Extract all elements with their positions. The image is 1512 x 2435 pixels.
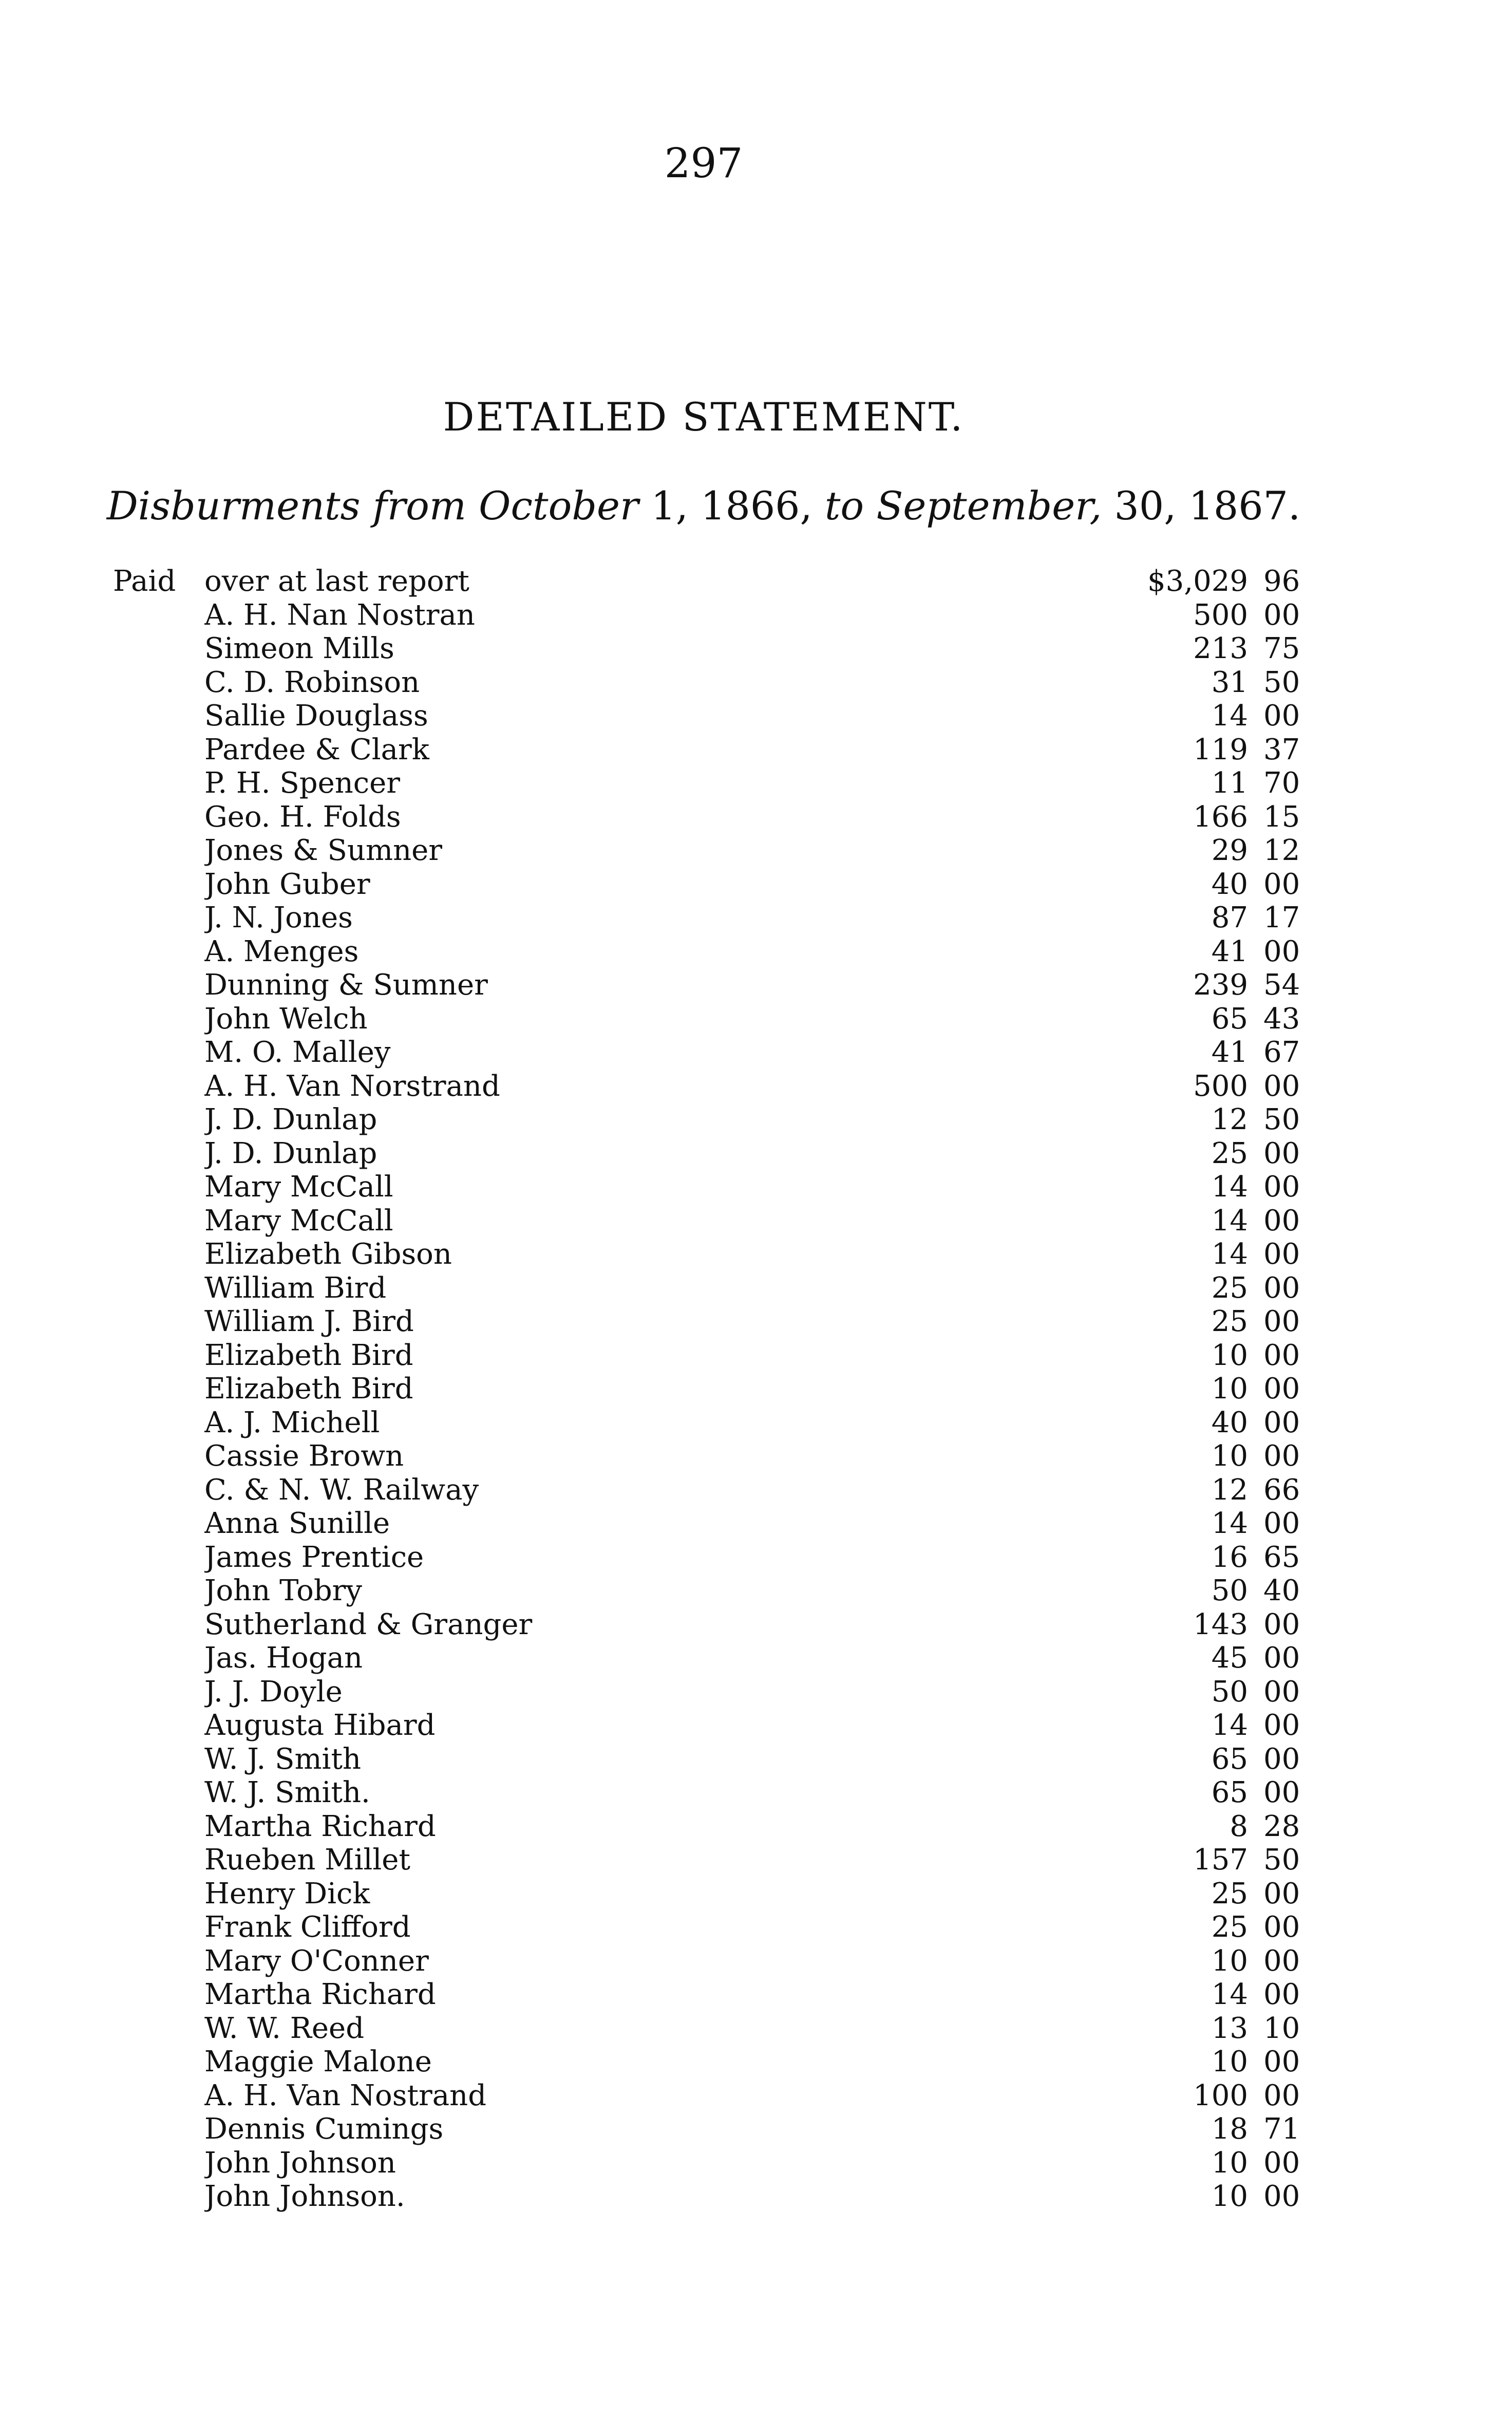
payee-name: Elizabeth Bird xyxy=(204,1373,417,1406)
payee-name: Anna Sunille xyxy=(204,1507,393,1540)
amount-dollars: 41 xyxy=(1211,1036,1248,1069)
amount-dollars: 10 xyxy=(1211,2045,1248,2078)
payee-name: Sallie Douglass xyxy=(204,700,431,733)
amount-dollars: 65 xyxy=(1211,1776,1248,1809)
subtitle-part-4: 30, 1867. xyxy=(1102,483,1301,529)
amount-cents: 00 xyxy=(1263,1607,1300,1641)
amount-cents: 00 xyxy=(1263,1204,1300,1238)
ledger-row xyxy=(113,1003,1315,1037)
ledger-row xyxy=(113,969,1315,1003)
amount-cents: 75 xyxy=(1263,632,1300,665)
payee-name: A. H. Van Nostrand xyxy=(204,2080,489,2112)
ledger-row xyxy=(113,2147,1315,2181)
amount-cents: 37 xyxy=(1263,733,1300,766)
payee-name-cell xyxy=(204,1709,1221,1742)
amount-cents: 00 xyxy=(1263,2045,1300,2078)
ledger-row xyxy=(113,1541,1315,1575)
amount-cents: 12 xyxy=(1263,834,1300,867)
amount-dollars: 500 xyxy=(1193,598,1248,632)
payee-name-cell xyxy=(204,1810,1221,1843)
payee-name: J. D. Dunlap xyxy=(204,1103,380,1136)
payee-name-cell xyxy=(204,1070,1221,1103)
payee-name-cell xyxy=(204,1978,1221,2011)
payee-name-cell xyxy=(204,1575,1221,1607)
amount-cents: 00 xyxy=(1263,1170,1300,1204)
ledger-row xyxy=(113,1810,1315,1844)
ledger-row xyxy=(113,1844,1315,1878)
payee-name: Elizabeth Bird xyxy=(204,1339,417,1372)
amount-dollars: 10 xyxy=(1211,1944,1248,1978)
payee-name-cell xyxy=(204,734,1221,766)
ledger-row xyxy=(113,2180,1315,2214)
amount-cents: 00 xyxy=(1263,1406,1300,1439)
payee-name: John Johnson. xyxy=(204,2180,408,2213)
payee-name: C. D. Robinson xyxy=(204,666,423,699)
ledger-row xyxy=(113,1272,1315,1306)
payee-name-cell xyxy=(204,1945,1221,1978)
ledger-row xyxy=(113,1911,1315,1945)
payee-name-cell xyxy=(204,1137,1221,1170)
subtitle-part-2: 1, 1866, xyxy=(638,483,825,529)
payee-name: A. H. Van Norstrand xyxy=(204,1070,503,1103)
payee-name-cell xyxy=(204,1507,1221,1540)
amount-cents: 00 xyxy=(1263,1439,1300,1473)
amount-dollars: 18 xyxy=(1211,2112,1248,2146)
amount-cents: 10 xyxy=(1263,2011,1300,2045)
ledger-row xyxy=(113,868,1315,902)
payee-name-cell xyxy=(204,2147,1221,2180)
page-title: DETAILED STATEMENT. xyxy=(443,394,965,440)
payee-name: C. & N. W. Railway xyxy=(204,1474,482,1507)
ledger-row xyxy=(113,1608,1315,1642)
ledger-row xyxy=(113,632,1315,666)
payee-name: Maggie Malone xyxy=(204,2046,435,2078)
ledger-row xyxy=(113,1776,1315,1810)
payee-name: P. H. Spencer xyxy=(204,767,403,800)
payee-name: A. J. Michell xyxy=(204,1407,383,1439)
ledger-row xyxy=(113,2012,1315,2046)
payee-name-cell xyxy=(204,2180,1221,2213)
ledger-row xyxy=(113,1945,1315,1979)
amount-cents: 00 xyxy=(1263,1238,1300,1271)
disbursement-ledger xyxy=(113,565,1315,2214)
ledger-row xyxy=(113,2080,1315,2113)
amount-cents: 00 xyxy=(1263,2146,1300,2180)
amount-dollars: 50 xyxy=(1211,1574,1248,1607)
ledger-row xyxy=(113,1878,1315,1912)
ledger-row xyxy=(113,1373,1315,1407)
amount-cents: 00 xyxy=(1263,1742,1300,1776)
payee-name: A. H. Nan Nostran xyxy=(204,599,478,632)
amount-cents: 00 xyxy=(1263,1675,1300,1709)
amount-cents: 67 xyxy=(1263,1036,1300,1069)
ledger-row xyxy=(113,2113,1315,2147)
amount-dollars: 31 xyxy=(1211,665,1248,699)
amount-cents: 65 xyxy=(1263,1540,1300,1574)
payee-name-cell xyxy=(204,565,1221,598)
payee-name-cell xyxy=(204,1743,1221,1776)
payee-name: over at last report xyxy=(204,565,472,598)
payee-name: Augusta Hibard xyxy=(204,1709,438,1742)
amount-dollars: 50 xyxy=(1211,1675,1248,1709)
payee-name-cell xyxy=(204,1003,1221,1036)
amount-cents: 96 xyxy=(1263,565,1300,598)
amount-dollars: 25 xyxy=(1211,1136,1248,1170)
amount-dollars: 25 xyxy=(1211,1271,1248,1305)
payee-name: John Johnson xyxy=(204,2147,399,2180)
payee-name: J. D. Dunlap xyxy=(204,1137,380,1170)
amount-cents: 00 xyxy=(1263,1776,1300,1809)
amount-dollars: 65 xyxy=(1211,1742,1248,1776)
payee-name: Dennis Cumings xyxy=(204,2113,446,2146)
amount-dollars: 157 xyxy=(1193,1843,1248,1877)
amount-cents: 50 xyxy=(1263,1103,1300,1136)
payee-name-cell xyxy=(204,801,1221,834)
amount-dollars: 12 xyxy=(1211,1103,1248,1136)
payee-name: Cassie Brown xyxy=(204,1440,407,1473)
amount-cents: 00 xyxy=(1263,1069,1300,1103)
payee-name-cell xyxy=(204,1474,1221,1507)
amount-dollars: 10 xyxy=(1211,1372,1248,1406)
amount-cents: 00 xyxy=(1263,1641,1300,1675)
payee-name: Mary O'Conner xyxy=(204,1945,432,1978)
ledger-row xyxy=(113,1676,1315,1710)
ledger-row xyxy=(113,1205,1315,1239)
amount-dollars: 40 xyxy=(1211,867,1248,901)
payee-name-cell xyxy=(204,2113,1221,2146)
ledger-row xyxy=(113,1440,1315,1474)
amount-dollars: 14 xyxy=(1211,1507,1248,1540)
amount-cents: 71 xyxy=(1263,2112,1300,2146)
page-number: 297 xyxy=(664,139,743,187)
payee-name-cell xyxy=(204,1440,1221,1473)
amount-cents: 40 xyxy=(1263,1574,1300,1607)
payee-name: Dunning & Sumner xyxy=(204,969,491,1002)
amount-dollars: 119 xyxy=(1193,733,1248,766)
ledger-row xyxy=(113,1238,1315,1272)
payee-name: Jones & Sumner xyxy=(204,834,445,867)
amount-dollars: $3,029 xyxy=(1147,565,1248,598)
ledger-row xyxy=(113,1305,1315,1339)
amount-cents: 00 xyxy=(1263,2180,1300,2213)
payee-name: J. N. Jones xyxy=(204,902,356,934)
payee-name-cell xyxy=(204,2046,1221,2078)
payee-name: Mary McCall xyxy=(204,1205,396,1238)
ledger-row xyxy=(113,1743,1315,1777)
amount-dollars: 11 xyxy=(1211,766,1248,800)
amount-dollars: 14 xyxy=(1211,1204,1248,1238)
payee-name-cell xyxy=(204,1642,1221,1675)
amount-cents: 00 xyxy=(1263,1305,1300,1338)
amount-dollars: 10 xyxy=(1211,1338,1248,1372)
amount-dollars: 25 xyxy=(1211,1910,1248,1944)
payee-name-cell xyxy=(204,1272,1221,1305)
ledger-row xyxy=(113,599,1315,633)
amount-cents: 00 xyxy=(1263,1978,1300,2011)
payee-name-cell xyxy=(204,1238,1221,1271)
amount-cents: 00 xyxy=(1263,1338,1300,1372)
amount-cents: 00 xyxy=(1263,1271,1300,1305)
payee-name: Henry Dick xyxy=(204,1878,373,1910)
payee-name: William J. Bird xyxy=(204,1305,417,1338)
ledger-row xyxy=(113,834,1315,868)
ledger-row xyxy=(113,1978,1315,2012)
amount-cents: 00 xyxy=(1263,1709,1300,1742)
payee-name-cell xyxy=(204,834,1221,867)
payee-name-cell xyxy=(204,599,1221,632)
amount-dollars: 16 xyxy=(1211,1540,1248,1574)
payee-name-cell xyxy=(204,1541,1221,1574)
amount-cents: 54 xyxy=(1263,968,1300,1002)
payee-name: Martha Richard xyxy=(204,1978,439,2011)
ledger-row xyxy=(113,1036,1315,1070)
ledger-row xyxy=(113,1171,1315,1205)
payee-name: Rueben Millet xyxy=(204,1844,413,1877)
payee-name: John Welch xyxy=(204,1003,371,1036)
amount-cents: 00 xyxy=(1263,699,1300,733)
amount-dollars: 41 xyxy=(1211,934,1248,968)
subtitle-part-1: Disburments from October xyxy=(106,483,639,529)
payee-name-cell xyxy=(204,868,1221,901)
payee-name: J. J. Doyle xyxy=(204,1676,346,1709)
payee-name: A. Menges xyxy=(204,935,362,968)
payee-name-cell xyxy=(204,1878,1221,1910)
amount-dollars: 65 xyxy=(1211,1002,1248,1036)
amount-dollars: 40 xyxy=(1211,1406,1248,1439)
payee-name-cell xyxy=(204,632,1221,665)
payee-name-cell xyxy=(204,1844,1221,1877)
payee-name-cell xyxy=(204,1036,1221,1069)
payee-name-cell xyxy=(204,1373,1221,1406)
amount-dollars: 166 xyxy=(1193,800,1248,834)
amount-dollars: 14 xyxy=(1211,1709,1248,1742)
amount-cents: 28 xyxy=(1263,1809,1300,1843)
ledger-row xyxy=(113,1339,1315,1373)
amount-cents: 00 xyxy=(1263,934,1300,968)
payee-name: Martha Richard xyxy=(204,1810,439,1843)
amount-cents: 50 xyxy=(1263,665,1300,699)
amount-dollars: 8 xyxy=(1230,1809,1248,1843)
payee-name-cell xyxy=(204,767,1221,800)
amount-dollars: 500 xyxy=(1193,1069,1248,1103)
payee-name: William Bird xyxy=(204,1272,389,1305)
payee-name-cell xyxy=(204,1205,1221,1238)
payee-name-cell xyxy=(204,1339,1221,1372)
page-subtitle xyxy=(0,480,1407,532)
payee-name-cell xyxy=(204,1103,1221,1136)
payee-name-cell xyxy=(204,700,1221,733)
amount-dollars: 14 xyxy=(1211,1978,1248,2011)
amount-dollars: 25 xyxy=(1211,1305,1248,1338)
payee-name-cell xyxy=(204,1171,1221,1204)
row-prefix: Paid xyxy=(113,565,176,598)
ledger-row xyxy=(113,2046,1315,2080)
ledger-row xyxy=(113,1070,1315,1104)
ledger-row xyxy=(113,1474,1315,1508)
amount-cents: 00 xyxy=(1263,1877,1300,1910)
amount-cents: 15 xyxy=(1263,800,1300,834)
ledger-row xyxy=(113,1137,1315,1171)
ledger-row xyxy=(113,1507,1315,1541)
amount-dollars: 25 xyxy=(1211,1877,1248,1910)
ledger-row xyxy=(113,565,1315,599)
amount-cents: 00 xyxy=(1263,1136,1300,1170)
payee-name: Elizabeth Gibson xyxy=(204,1238,455,1271)
amount-dollars: 10 xyxy=(1211,2146,1248,2180)
amount-cents: 43 xyxy=(1263,1002,1300,1036)
amount-cents: 00 xyxy=(1263,2078,1300,2112)
amount-cents: 00 xyxy=(1263,1372,1300,1406)
amount-dollars: 10 xyxy=(1211,1439,1248,1473)
payee-name-cell xyxy=(204,1608,1221,1641)
ledger-row xyxy=(113,1407,1315,1440)
amount-dollars: 14 xyxy=(1211,699,1248,733)
payee-name-cell xyxy=(204,902,1221,934)
payee-name-cell xyxy=(204,2080,1221,2112)
payee-name: Geo. H. Folds xyxy=(204,801,404,834)
amount-cents: 00 xyxy=(1263,867,1300,901)
payee-name-cell xyxy=(204,1776,1221,1809)
payee-name: Simeon Mills xyxy=(204,632,398,665)
amount-cents: 00 xyxy=(1263,1910,1300,1944)
amount-dollars: 87 xyxy=(1211,901,1248,934)
payee-name: Jas. Hogan xyxy=(204,1642,366,1675)
payee-name: Sutherland & Granger xyxy=(204,1608,535,1641)
ledger-row xyxy=(113,734,1315,767)
amount-dollars: 100 xyxy=(1193,2078,1248,2112)
amount-cents: 00 xyxy=(1263,1944,1300,1978)
subtitle-part-3: to September, xyxy=(824,483,1102,529)
payee-name: W. J. Smith. xyxy=(204,1776,373,1809)
amount-cents: 50 xyxy=(1263,1843,1300,1877)
ledger-row xyxy=(113,1642,1315,1676)
payee-name: James Prentice xyxy=(204,1541,427,1574)
amount-dollars: 143 xyxy=(1193,1607,1248,1641)
payee-name-cell xyxy=(204,1911,1221,1944)
ledger-row xyxy=(113,767,1315,801)
amount-dollars: 45 xyxy=(1211,1641,1248,1675)
payee-name: W. W. Reed xyxy=(204,2012,367,2045)
amount-cents: 70 xyxy=(1263,766,1300,800)
payee-name-cell xyxy=(204,1676,1221,1709)
payee-name-cell xyxy=(204,935,1221,968)
payee-name: John Guber xyxy=(204,868,373,901)
ledger-row xyxy=(113,1575,1315,1608)
amount-dollars: 12 xyxy=(1211,1473,1248,1507)
amount-dollars: 13 xyxy=(1211,2011,1248,2045)
payee-name: W. J. Smith xyxy=(204,1743,364,1776)
ledger-row xyxy=(113,700,1315,734)
payee-name: Frank Clifford xyxy=(204,1911,414,1944)
ledger-row xyxy=(113,801,1315,835)
payee-name: Pardee & Clark xyxy=(204,734,432,766)
amount-dollars: 14 xyxy=(1211,1238,1248,1271)
payee-name-cell xyxy=(204,1305,1221,1338)
payee-name: M. O. Malley xyxy=(204,1036,394,1069)
amount-dollars: 14 xyxy=(1211,1170,1248,1204)
ledger-row xyxy=(113,666,1315,700)
payee-name-cell xyxy=(204,1407,1221,1439)
payee-name-cell xyxy=(204,666,1221,699)
payee-name: Mary McCall xyxy=(204,1171,396,1204)
amount-dollars: 239 xyxy=(1193,968,1248,1002)
ledger-row xyxy=(113,1103,1315,1137)
ledger-row xyxy=(113,1709,1315,1743)
payee-name: John Tobry xyxy=(204,1575,365,1607)
payee-name-cell xyxy=(204,2012,1221,2045)
amount-dollars: 10 xyxy=(1211,2180,1248,2213)
ledger-row xyxy=(113,935,1315,969)
amount-cents: 00 xyxy=(1263,1507,1300,1540)
amount-dollars: 29 xyxy=(1211,834,1248,867)
payee-name-cell xyxy=(204,969,1221,1002)
amount-cents: 17 xyxy=(1263,901,1300,934)
amount-cents: 66 xyxy=(1263,1473,1300,1507)
amount-cents: 00 xyxy=(1263,598,1300,632)
amount-dollars: 213 xyxy=(1193,632,1248,665)
ledger-row xyxy=(113,902,1315,935)
